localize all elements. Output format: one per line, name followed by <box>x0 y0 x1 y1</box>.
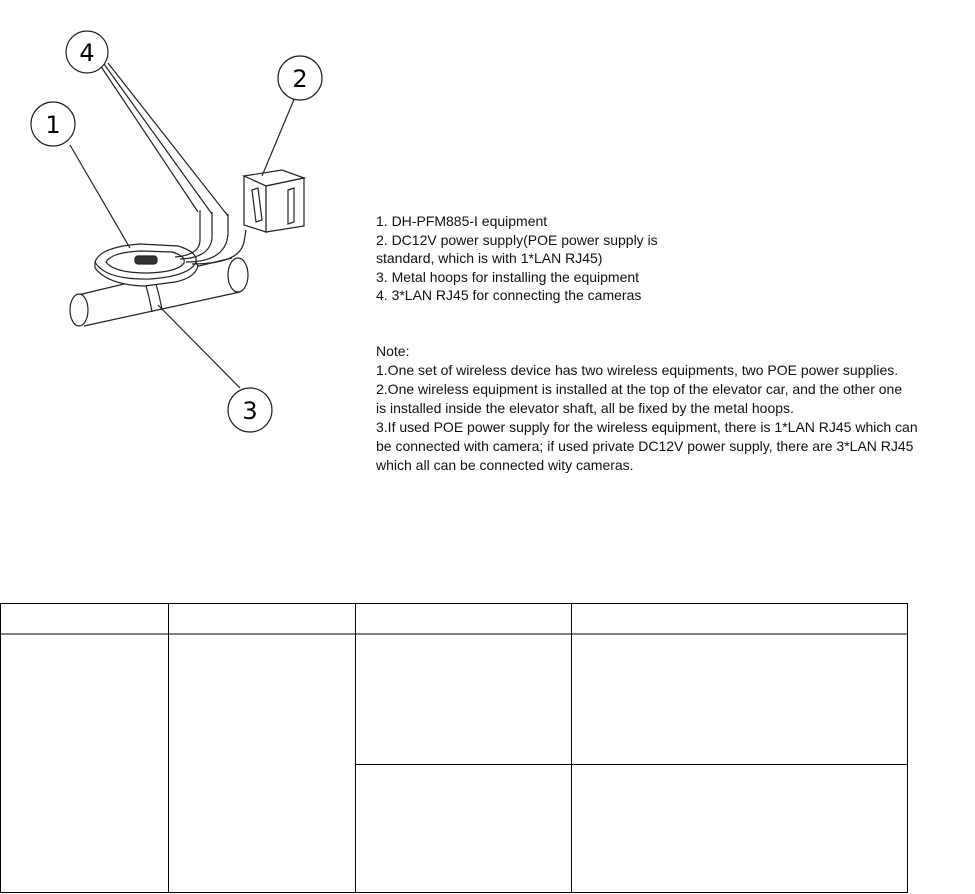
table-border <box>1 604 908 893</box>
installation-diagram <box>0 0 360 470</box>
wireless-equipment <box>95 244 198 286</box>
metal-hoop <box>146 284 162 312</box>
svg-text:2: 2 <box>292 65 308 93</box>
callout-3 <box>228 388 272 432</box>
note-line: is installed inside the elevator shaft, all be fixed by the metal hoops. <box>376 400 794 416</box>
legend-item-2-cont: standard, which is with 1*LAN RJ45) <box>376 250 603 266</box>
power-supply <box>244 170 304 232</box>
legend-item-1: 1. DH-PFM885-I equipment <box>376 213 548 229</box>
component-legend <box>376 212 658 305</box>
leader-1 <box>70 145 130 248</box>
legend-item-2: 2. DC12V power supply(POE power supply is <box>376 231 658 248</box>
svg-text:1: 1 <box>45 111 61 139</box>
leader-4 <box>100 63 228 216</box>
legend-item-4: 4. 3*LAN RJ45 for connecting the cameras <box>376 287 642 303</box>
callout-2 <box>278 56 322 100</box>
note-line: 3.If used POE power supply for the wireless equipment, there is 1*LAN RJ45 which can <box>376 419 918 435</box>
spec-table <box>0 603 908 893</box>
leader-3 <box>158 305 240 388</box>
note-line: which all can be connected wity cameras. <box>376 457 634 473</box>
callout-4 <box>66 31 108 73</box>
note-title: Note: <box>376 343 410 359</box>
legend-item-3: 3. Metal hoops for installing the equipment <box>376 268 640 285</box>
installation-note <box>376 342 971 475</box>
note-line: 1.One set of wireless device has two wireless equipments, two POE power supplies. <box>376 362 899 378</box>
leader-2 <box>262 97 295 176</box>
svg-text:4: 4 <box>79 39 95 67</box>
note-line: 2.One wireless equipment is installed at the top of the elevator car, and the other one <box>376 381 903 397</box>
svg-text:3: 3 <box>242 397 258 425</box>
callout-1 <box>31 102 75 146</box>
note-line: be connected with camera; if used private DC12V power supply, there are 3*LAN RJ45 <box>376 438 914 454</box>
